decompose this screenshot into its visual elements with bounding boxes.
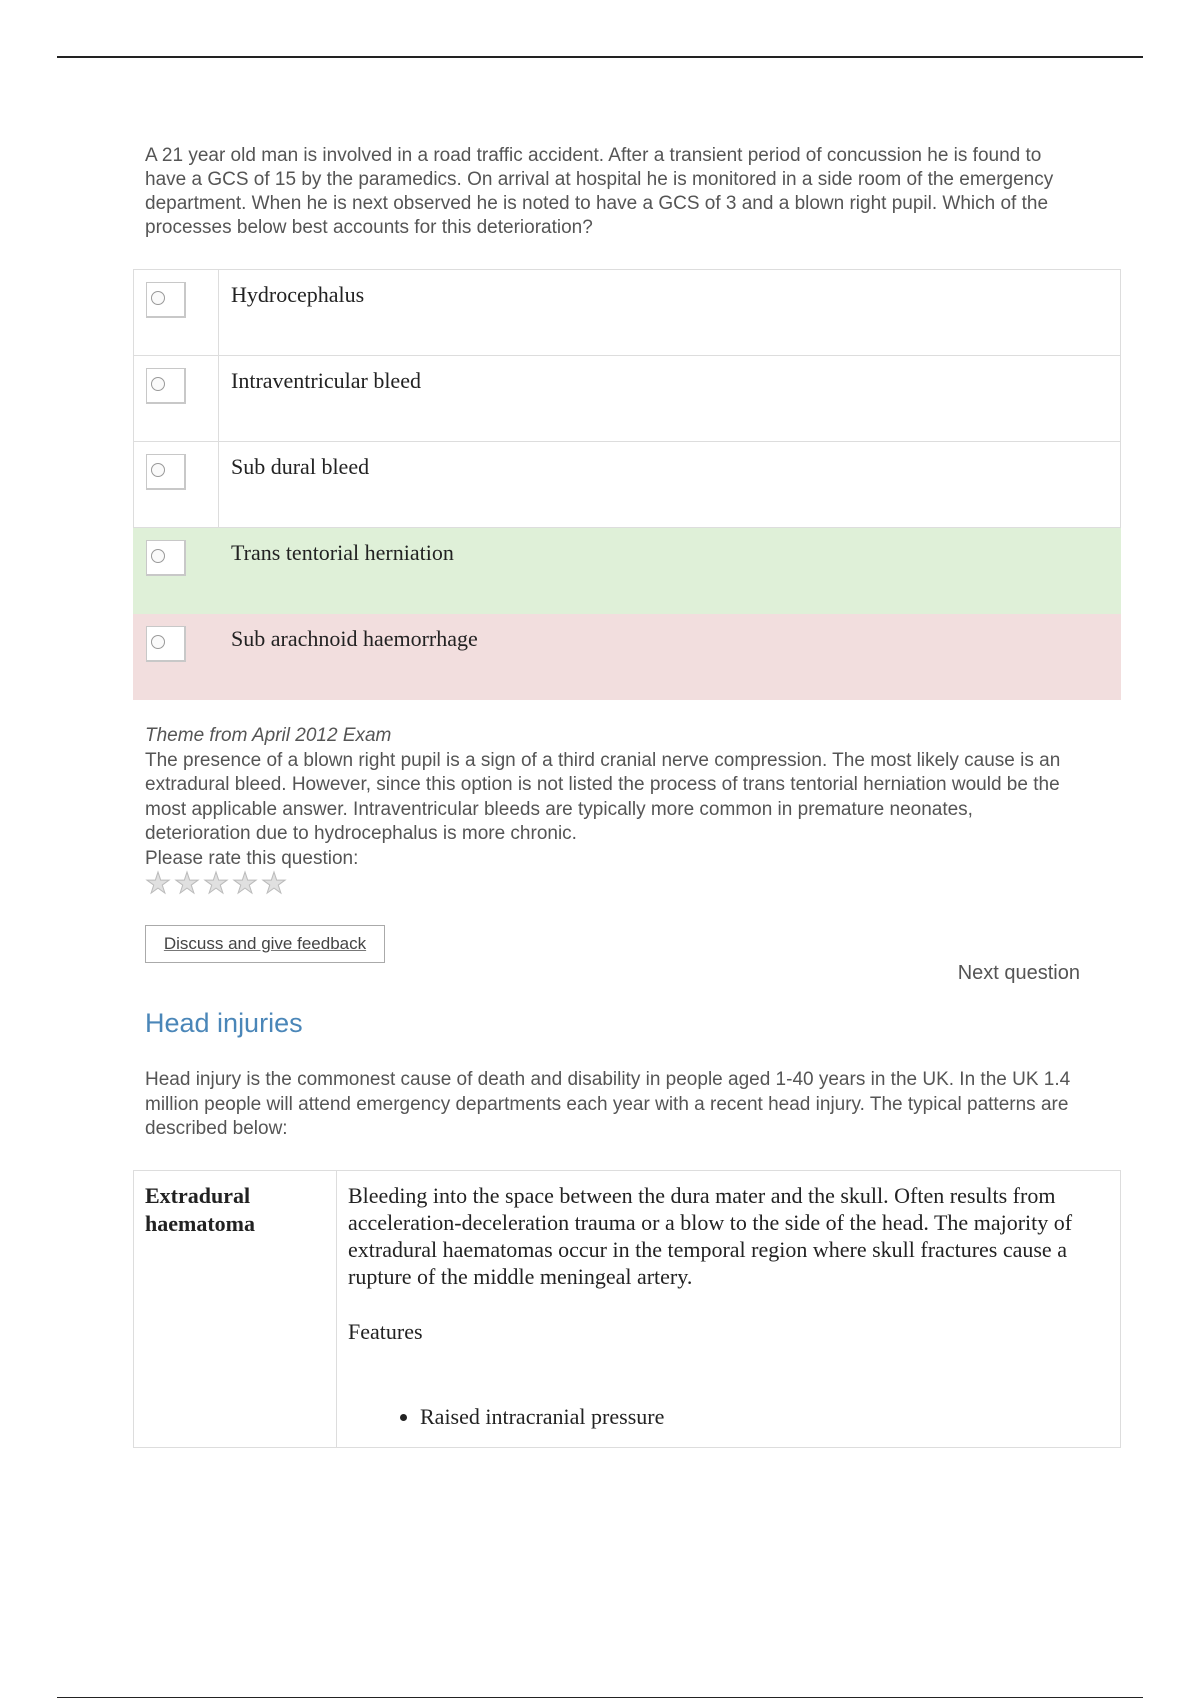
section-title: Head injuries	[145, 1008, 303, 1038]
explanation	[145, 724, 1075, 871]
table-row	[134, 1171, 1121, 1448]
option-label[interactable]: Sub arachnoid haemorrhage	[219, 614, 1121, 700]
radio-circle-icon	[151, 463, 165, 477]
explanation-body: The presence of a blown right pupil is a sign of a third cranial nerve compression. The most likely cause is an extradural bleed. However, since this option is not listed the process of trans tentorial herniation would be the most applicable answer. Intraventricular bleeds are typically more common in premature neonates, deterioration due to hydrocephalus is more chronic.	[145, 749, 1061, 844]
rate-prompt: Please rate this question:	[145, 847, 359, 869]
list-item: • Raised intracranial pressure	[420, 1403, 1109, 1430]
features-list	[348, 1403, 1109, 1430]
discuss-feedback-label: Discuss and give feedback	[163, 934, 367, 953]
head-injury-patterns-table	[133, 1170, 1121, 1448]
star-icon[interactable]: ★	[261, 868, 287, 900]
option-radio[interactable]	[146, 540, 186, 576]
question-stem: A 21 year old man is involved in a road traffic accident. After a transient period of concussion he is found to have a GCS of 15 by the paramedics. On arrival at hospital he is monitored in a side room of the emergency department. When he is next observed he is noted to have a GCS of 3 and a blown right pupil. Which of the processes below best accounts for this deterioration?	[145, 145, 1054, 238]
discuss-feedback-button[interactable]	[145, 925, 385, 963]
option-label[interactable]: Trans tentorial herniation	[219, 528, 1121, 614]
exam-theme: Theme from April 2012 Exam	[145, 725, 392, 746]
option-radio[interactable]	[146, 368, 186, 404]
star-icon[interactable]: ★	[232, 868, 258, 900]
pattern-term: Extradural haematoma	[134, 1171, 337, 1448]
page-bottom-rule	[57, 1697, 1143, 1698]
option-row-trans-tentorial-herniation[interactable]	[134, 528, 1121, 614]
option-row-hydrocephalus[interactable]	[134, 270, 1121, 356]
radio-circle-icon	[151, 291, 165, 305]
option-row-sub-arachnoid-haemorrhage[interactable]	[134, 614, 1121, 700]
radio-circle-icon	[151, 377, 165, 391]
features-label: Features	[348, 1319, 423, 1344]
option-row-sub-dural-bleed[interactable]	[134, 442, 1121, 528]
option-label[interactable]: Hydrocephalus	[219, 270, 1121, 356]
pattern-description: Bleeding into the space between the dura mater and the skull. Often results from acceleration-deceleration trauma or a blow to the side of the head. The majority of extradural haematomas occur in the temporal region where skull fractures cause a rupture of the middle meningeal artery.	[348, 1183, 1073, 1289]
option-row-intraventricular-bleed[interactable]	[134, 356, 1121, 442]
star-icon[interactable]: ★	[145, 868, 171, 900]
option-radio[interactable]	[146, 282, 186, 318]
option-label[interactable]: Intraventricular bleed	[219, 356, 1121, 442]
star-icon[interactable]: ★	[203, 868, 229, 900]
page-top-rule	[57, 56, 1143, 58]
option-radio[interactable]	[146, 626, 186, 662]
star-icon[interactable]: ★	[174, 868, 200, 900]
answer-options	[133, 269, 1121, 700]
option-radio[interactable]	[146, 454, 186, 490]
pattern-description-cell	[337, 1171, 1121, 1448]
radio-circle-icon	[151, 549, 165, 563]
option-label[interactable]: Sub dural bleed	[219, 442, 1121, 528]
section-intro: Head injury is the commonest cause of death and disability in people aged 1-40 years in the UK. In the UK 1.4 million people will attend emergency departments each year with a recent head injury. The typical patterns are described below:	[145, 1069, 1071, 1139]
next-question-link[interactable]: Next question	[957, 962, 1080, 984]
star-rating	[145, 870, 287, 898]
radio-circle-icon	[151, 635, 165, 649]
